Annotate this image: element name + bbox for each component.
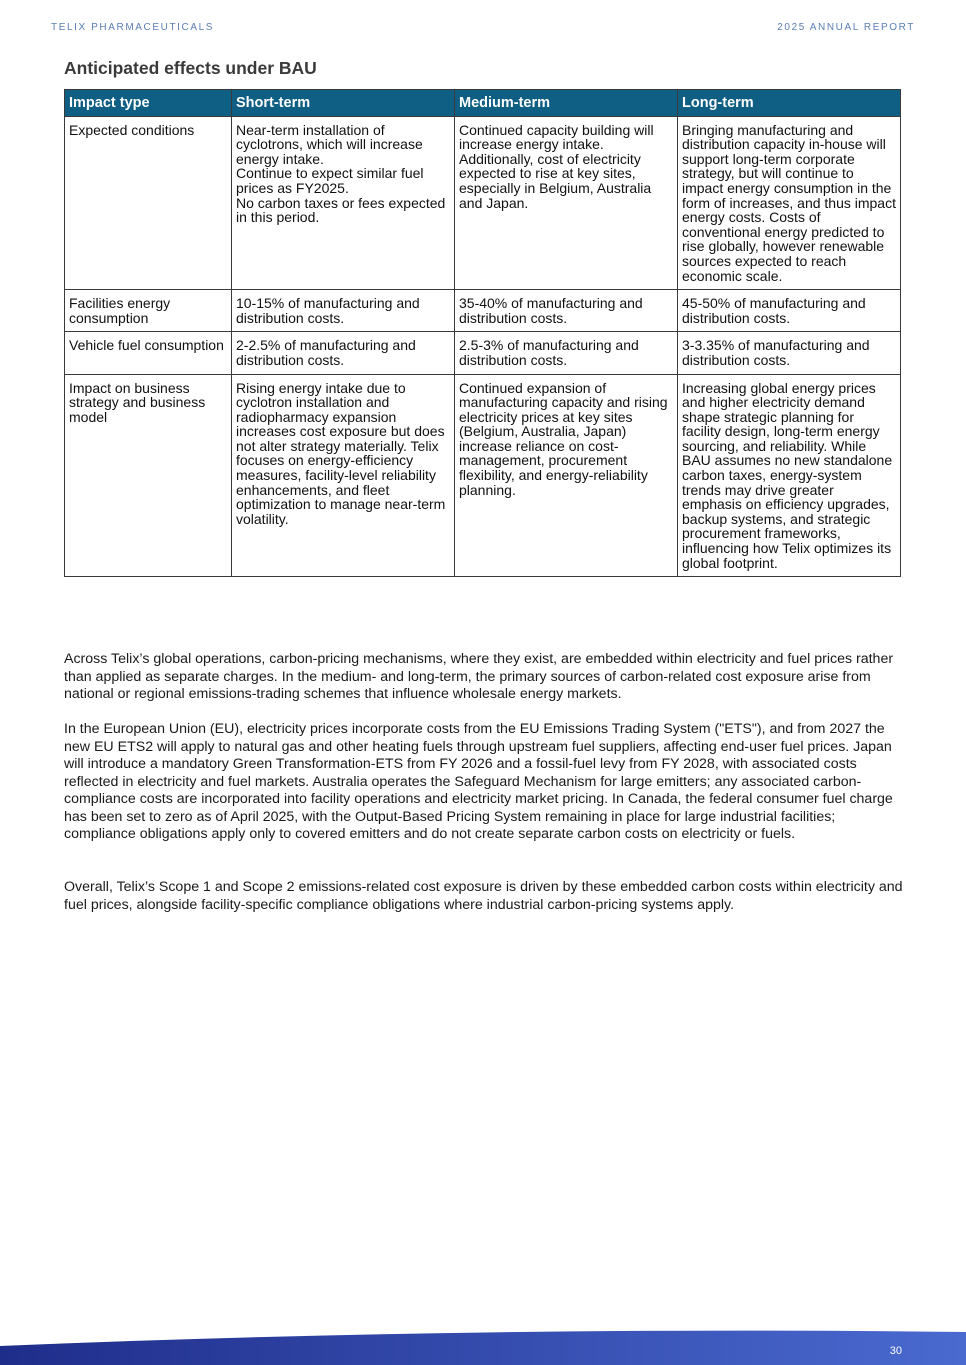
body-paragraph-summary: Overall, Telix’s Scope 1 and Scope 2 emissions-related cost exposure is driven by these embedded carbon costs within electricity and fuel prices, alongside facility-specific compliance obligations where industrial carbon-pricing systems apply. [64,879,903,913]
row-label: Expected conditions [65,116,232,290]
table-row [65,290,901,332]
footer-wave [0,1331,966,1365]
col-header-long-term: Long-term [678,90,901,117]
row-label: Impact on business strategy and business model [65,374,232,577]
section-title: Anticipated effects under BAU [64,58,317,78]
col-header-medium-term: Medium-term [455,90,678,117]
table-cell: Near-term installation of cyclotrons, which will increase energy intake. Continue to expect similar fuel prices as FY2025. No carbon taxes or fees expected in this period. [232,116,455,290]
body-paragraph-carbon-pricing: Across Telix’s global operations, carbon-pricing mechanisms, where they exist, are embedded within electricity and fuel prices rather than applied as separate charges. In the medium- and long-term, the primary sources of carbon-related cost exposure arise from national or regional emissions-trading schemes that influence wholesale energy markets. [64,651,894,702]
table-cell: Rising energy intake due to cyclotron installation and radiopharmacy expansion increases cost exposure but does not alter strategy materially. Telix focuses on energy-efficiency measures, facility-level reliability enhancements, and fleet optimization to manage near-term volatility. [232,374,455,577]
table-cell: Increasing global energy prices and higher electricity demand shape strategic planning for facility design, long-term energy sourcing, and reliability. While BAU assumes no new standalone carbon taxes, energy-system trends may drive greater emphasis on efficiency upgrades, backup systems, and strategic procurement frameworks, influencing how Telix optimizes its global footprint. [678,374,901,577]
bau-effects-table [64,89,901,577]
table-cell: 3-3.35% of manufacturing and distribution costs. [678,332,901,374]
running-head-company: TELIX PHARMACEUTICALS [51,22,215,33]
table-cell: 2-2.5% of manufacturing and distribution costs. [232,332,455,374]
table-row [65,332,901,374]
table-row [65,116,901,290]
table-cell: Continued expansion of manufacturing capacity and rising electricity prices at key sites (Belgium, Australia, Japan) increase reliance on cost-management, procurement flexibility, and energy-reliability planning. [455,374,678,577]
table-row [65,374,901,577]
table-cell: Bringing manufacturing and distribution capacity in-house will support long-term corporate strategy, but will continue to impact energy consumption in the form of increases, and thus impact energy costs. Costs of conventional energy predicted to rise globally, however renewable sources expected to reach economic scale. [678,116,901,290]
col-header-impact-type: Impact type [65,90,232,117]
row-label: Facilities energy consumption [65,290,232,332]
running-head-report: 2025 ANNUAL REPORT [777,22,915,33]
col-header-short-term: Short-term [232,90,455,117]
table-cell: 10-15% of manufacturing and distribution costs. [232,290,455,332]
table-cell: 2.5-3% of manufacturing and distribution costs. [455,332,678,374]
table-cell: 35-40% of manufacturing and distribution costs. [455,290,678,332]
table-cell: Continued capacity building will increase energy intake. Additionally, cost of electricity expected to rise at key sites, especially in Belgium, Australia and Japan. [455,116,678,290]
page-number: 30 [889,1345,902,1357]
body-paragraph-regional-schemes: In the European Union (EU), electricity prices incorporate costs from the EU Emissions Trading System ("ETS"), and from 2027 the new EU ETS2 will apply to natural gas and other heating fuels through upstream fuel suppliers, affecting end-user fuel prices. Japan will introduce a mandatory Green Transformation-ETS from FY 2026 and a fossil-fuel levy from FY 2028, with associated costs reflected in electricity and fuel markets. Australia operates the Safeguard Mechanism for large emitters; any associated carbon-compliance costs are incorporated into facility operations and electricity market pricing. In Canada, the federal consumer fuel charge has been set to zero as of April 2025, with the Output-Based Pricing System remaining in place for large industrial facilities; compliance obligations apply only to covered emitters and do not create separate carbon costs on electricity or fuels. [64,721,893,842]
footer-band [0,1320,966,1365]
table-cell: 45-50% of manufacturing and distribution costs. [678,290,901,332]
row-label: Vehicle fuel consumption [65,332,232,374]
table-header-row [65,90,901,117]
